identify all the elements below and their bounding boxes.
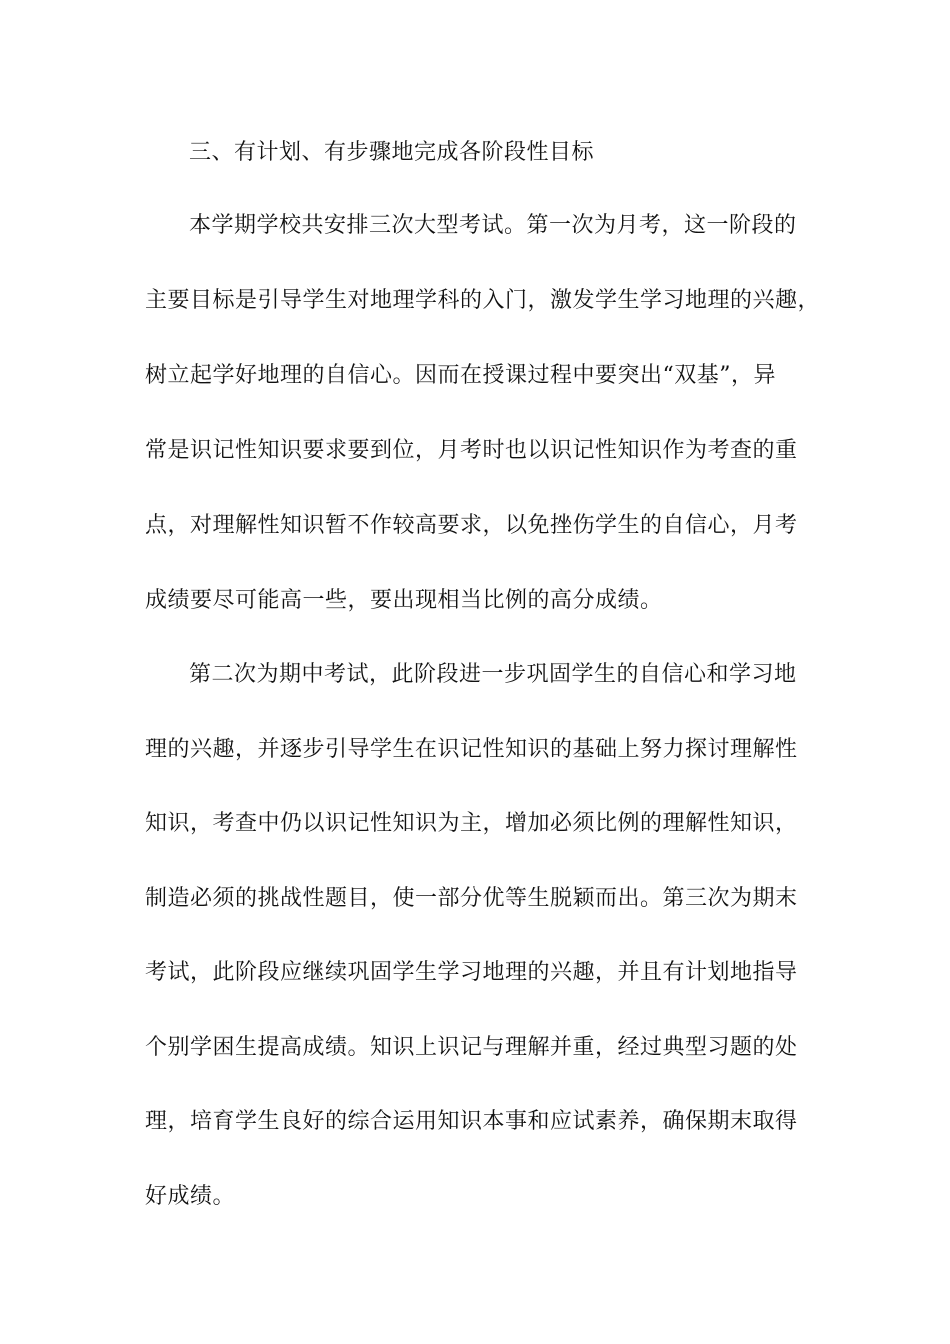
paragraph-line: 个别学困生提高成绩。知识上识记与理解并重，经过典型习题的处 xyxy=(145,1035,798,1060)
section-heading: 三、有计划、有步骤地完成各阶段性目标 xyxy=(189,140,595,165)
paragraph-line: 理的兴趣，并逐步引导学生在识记性知识的基础上努力探讨理解性 xyxy=(145,737,798,762)
paragraph-line: 知识，考查中仍以识记性知识为主，增加必须比例的理解性知识， xyxy=(145,811,798,836)
paragraph-line: 本学期学校共安排三次大型考试。第一次为月考，这一阶段的 xyxy=(189,213,797,238)
paragraph-line: 第二次为期中考试，此阶段进一步巩固学生的自信心和学习地 xyxy=(189,662,797,687)
paragraph-line: 理，培育学生良好的综合运用知识本事和应试素养，确保期末取得 xyxy=(145,1109,798,1134)
paragraph-line: 制造必须的挑战性题目，使一部分优等生脱颖而出。第三次为期末 xyxy=(145,886,798,911)
paragraph-line: 考试，此阶段应继续巩固学生学习地理的兴趣，并且有计划地指导 xyxy=(145,960,798,985)
paragraph-line: 点，对理解性知识暂不作较高要求，以免挫伤学生的自信心，月考 xyxy=(145,513,798,538)
paragraph-line: 常是识记性知识要求要到位，月考时也以识记性知识作为考查的重 xyxy=(145,438,798,463)
paragraph-line: 主要目标是引导学生对地理学科的入门，激发学生学习地理的兴趣， xyxy=(145,288,821,313)
paragraph-line: 树立起学好地理的自信心。因而在授课过程中要突出“双基”，异 xyxy=(145,363,776,388)
paragraph-line: 好成绩。 xyxy=(145,1184,236,1209)
paragraph-line: 成绩要尽可能高一些，要出现相当比例的高分成绩。 xyxy=(145,588,663,613)
